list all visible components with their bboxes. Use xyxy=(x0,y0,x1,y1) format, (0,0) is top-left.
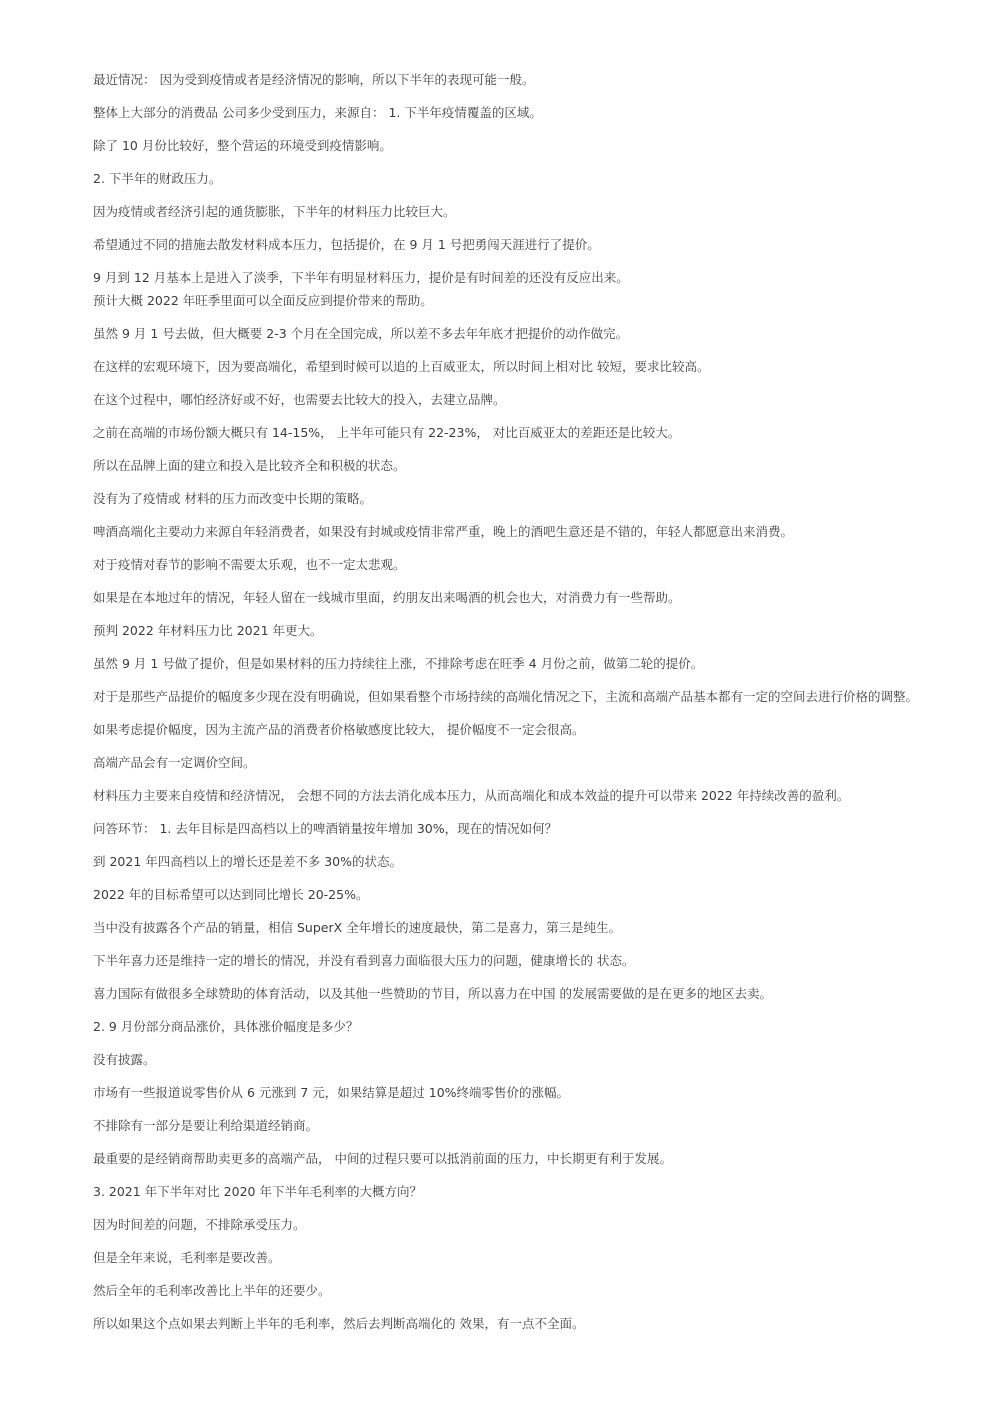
paragraph: 喜力国际有做很多全球赞助的体育活动，以及其他一些赞助的节目，所以喜力在中国 的发展需要做的是在更多的地区去卖。 xyxy=(93,986,772,1001)
paragraph: 预计大概 2022 年旺季里面可以全面反应到提价带来的帮助。 xyxy=(93,293,433,308)
paragraph: 对于是那些产品提价的幅度多少现在没有明确说，但如果看整个市场持续的高端化情况之下，主流和高端产品基本都有一定的空间去进行价格的调整。 xyxy=(93,689,919,704)
paragraph: 到 2021 年四高档以上的增长还是差不多 30%的状态。 xyxy=(93,854,403,869)
paragraph: 在这个过程中，哪怕经济好或不好，也需要去比较大的投入，去建立品牌。 xyxy=(93,392,506,407)
paragraph: 然后全年的毛利率改善比上半年的还要少。 xyxy=(93,1283,331,1298)
paragraph: 整体上大部分的消费品 公司多少受到压力，来源自： 1. 下半年疫情覆盖的区域。 xyxy=(93,105,542,120)
paragraph: 在这样的宏观环境下，因为要高端化，希望到时候可以追的上百威亚太，所以时间上相对比 较短，要求比较高。 xyxy=(93,359,710,374)
paragraph: 不排除有一部分是要让利给渠道经销商。 xyxy=(93,1118,319,1133)
paragraph: 但是全年来说，毛利率是要改善。 xyxy=(93,1250,281,1265)
paragraph: 9 月到 12 月基本上是进入了淡季，下半年有明显材料压力，提价是有时间差的还没有反应出来。 xyxy=(93,270,629,285)
paragraph: 市场有一些报道说零售价从 6 元涨到 7 元，如果结算是超过 10%终端零售价的涨幅。 xyxy=(93,1085,570,1100)
paragraph: 没有为了疫情或 材料的压力而改变中长期的策略。 xyxy=(93,491,372,506)
paragraph: 如果是在本地过年的情况，年轻人留在一线城市里面，约朋友出来喝酒的机会也大，对消费力有一些帮助。 xyxy=(93,590,681,605)
paragraph: 3. 2021 年下半年对比 2020 年下半年毛利率的大概方向？ xyxy=(93,1184,422,1199)
paragraph: 2. 下半年的财政压力。 xyxy=(93,171,222,186)
paragraph: 之前在高端的市场份额大概只有 14-15%， 上半年可能只有 22-23%， 对比百威亚太的差距还是比较大。 xyxy=(93,425,681,440)
paragraph: 2. 9 月份部分商品涨价，具体涨价幅度是多少？ xyxy=(93,1019,359,1034)
paragraph: 高端产品会有一定调价空间。 xyxy=(93,755,256,770)
paragraph: 问答环节： 1. 去年目标是四高档以上的啤酒销量按年增加 30%，现在的情况如何？ xyxy=(93,821,558,836)
paragraph: 没有披露。 xyxy=(93,1052,156,1067)
paragraph: 最近情况： 因为受到疫情或者是经济情况的影响，所以下半年的表现可能一般。 xyxy=(93,72,535,87)
paragraph: 除了 10 月份比较好，整个营运的环境受到疫情影响。 xyxy=(93,138,392,153)
paragraph: 材料压力主要来自疫情和经济情况， 会想不同的方法去消化成本压力，从而高端化和成本效益的提升可以带来 2022 年持续改善的盈利。 xyxy=(93,788,850,803)
document-body xyxy=(93,69,948,1346)
paragraph: 因为时间差的问题，不排除承受压力。 xyxy=(93,1217,306,1232)
paragraph: 当中没有披露各个产品的销量，相信 SuperX 全年增长的速度最快，第二是喜力，第三是纯生。 xyxy=(93,920,622,935)
paragraph: 虽然 9 月 1 号去做，但大概要 2-3 个月在全国完成，所以差不多去年年底才把提价的动作做完。 xyxy=(93,326,629,341)
paragraph: 最重要的是经销商帮助卖更多的高端产品， 中间的过程只要可以抵消前面的压力，中长期更有利于发展。 xyxy=(93,1151,672,1166)
paragraph: 对于疫情对春节的影响不需要太乐观，也不一定太悲观。 xyxy=(93,557,406,572)
paragraph: 如果考虑提价幅度，因为主流产品的消费者价格敏感度比较大， 提价幅度不一定会很高。 xyxy=(93,722,585,737)
paragraph: 预判 2022 年材料压力比 2021 年更大。 xyxy=(93,623,323,638)
paragraph: 2022 年的目标希望可以达到同比增长 20-25%。 xyxy=(93,887,369,902)
paragraph: 啤酒高端化主要动力来源自年轻消费者，如果没有封城或疫情非常严重，晚上的酒吧生意还是不错的，年轻人都愿意出来消费。 xyxy=(93,524,794,539)
paragraph: 因为疫情或者经济引起的通货膨胀，下半年的材料压力比较巨大。 xyxy=(93,204,456,219)
paragraph: 所以如果这个点如果去判断上半年的毛利率，然后去判断高端化的 效果，有一点不全面。 xyxy=(93,1316,585,1331)
paragraph: 所以在品牌上面的建立和投入是比较齐全和积极的状态。 xyxy=(93,458,406,473)
paragraph: 下半年喜力还是维持一定的增长的情况，并没有看到喜力面临很大压力的问题，健康增长的 状态。 xyxy=(93,953,635,968)
paragraph: 希望通过不同的措施去散发材料成本压力，包括提价，在 9 月 1 号把勇闯天涯进行了提价。 xyxy=(93,237,600,252)
paragraph: 虽然 9 月 1 号做了提价，但是如果材料的压力持续往上涨，不排除考虑在旺季 4 月份之前，做第二轮的提价。 xyxy=(93,656,704,671)
